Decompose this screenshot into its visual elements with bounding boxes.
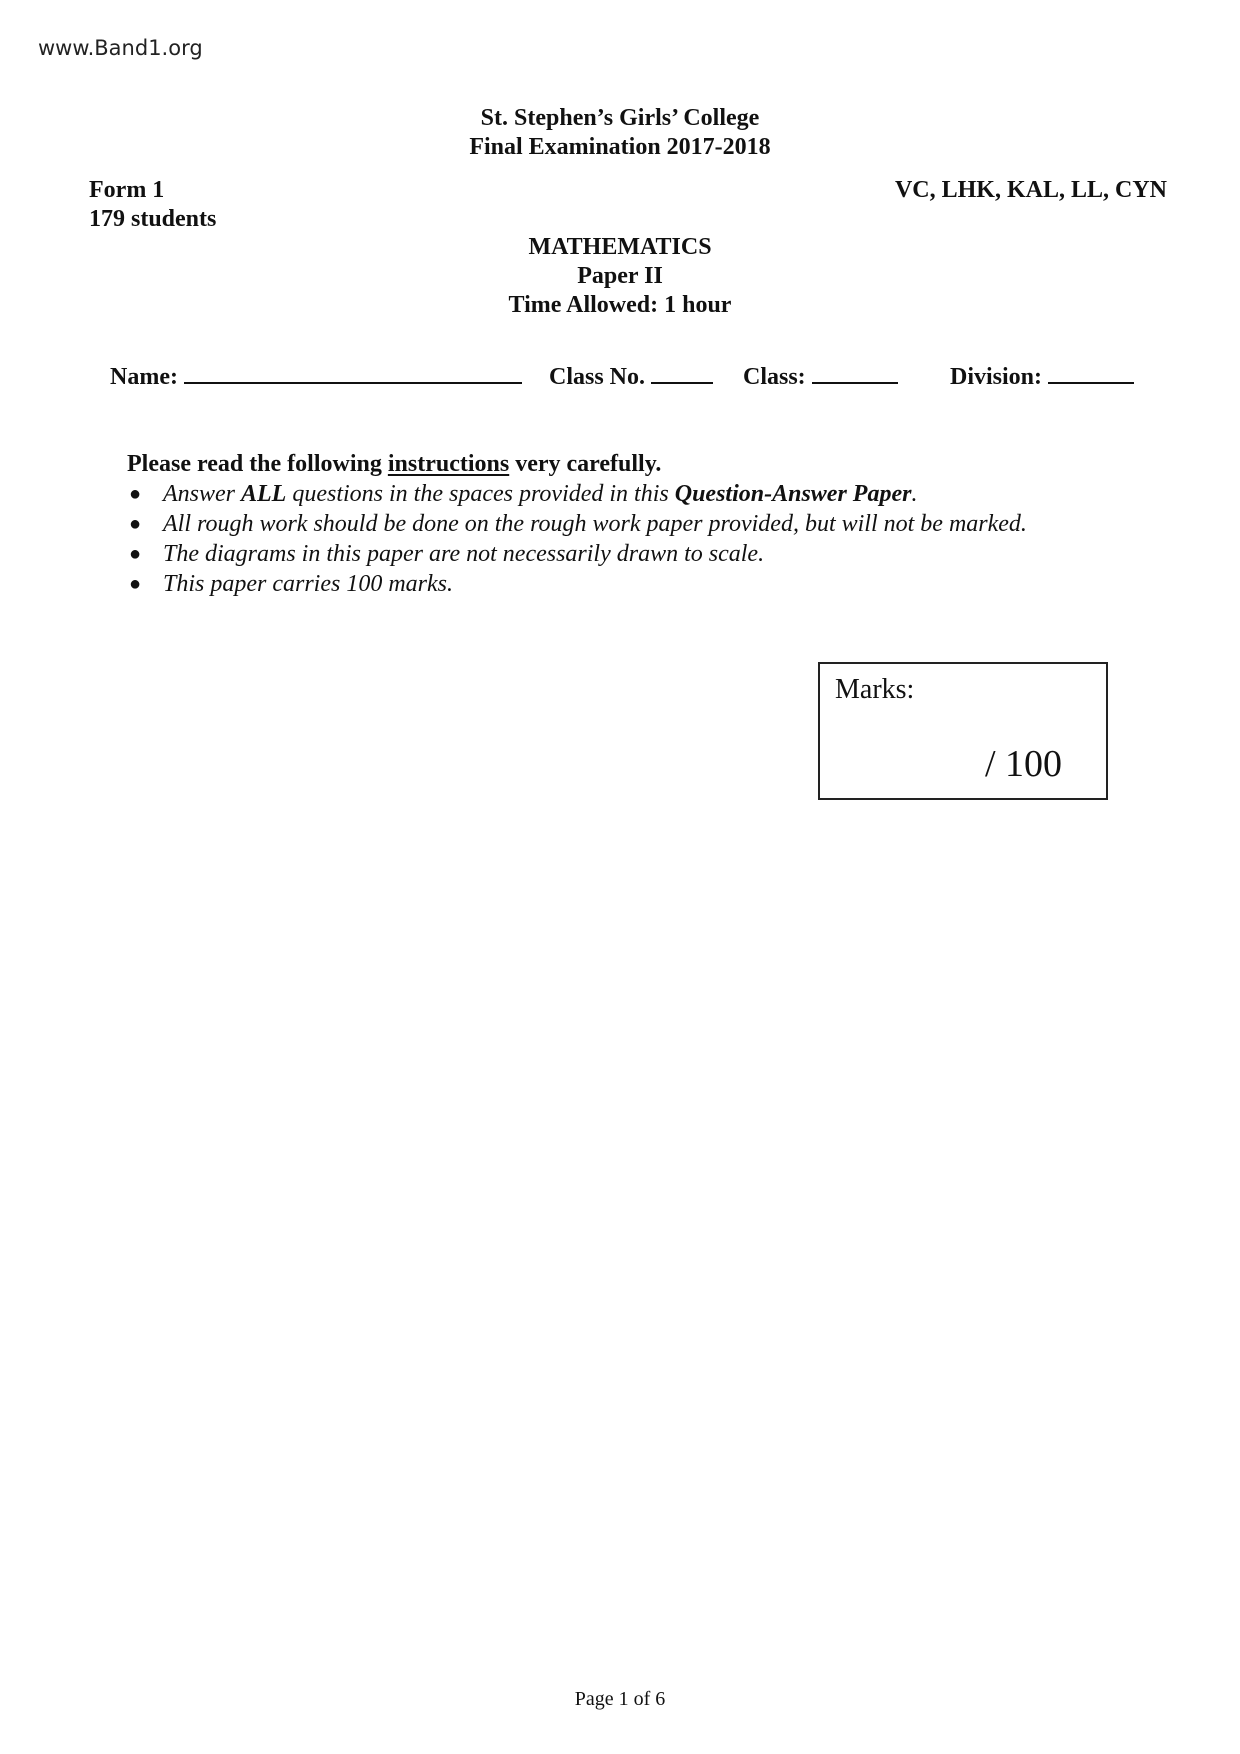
instruction-text: This paper carries 100 marks. bbox=[163, 571, 454, 597]
exam-title: Final Examination 2017-2018 bbox=[469, 134, 771, 160]
form-level: Form 1 bbox=[89, 177, 165, 203]
instruction-item bbox=[127, 539, 1027, 569]
instructions-heading-post: very carefully. bbox=[509, 451, 662, 477]
instruction-text: Answer bbox=[163, 481, 241, 507]
name-blank[interactable] bbox=[184, 362, 522, 384]
instruction-text: All rough work should be done on the rough work paper provided, but will not be marked. bbox=[163, 511, 1027, 537]
instruction-item bbox=[127, 479, 1027, 509]
class-blank[interactable] bbox=[812, 362, 898, 384]
class-no-label: Class No. bbox=[549, 364, 646, 390]
marks-total: / 100 bbox=[984, 743, 1062, 785]
class-no-blank[interactable] bbox=[651, 362, 713, 384]
marks-label: Marks: bbox=[835, 674, 915, 705]
instruction-text: questions in the spaces provided in this bbox=[286, 481, 675, 507]
school-name: St. Stephen’s Girls’ College bbox=[480, 105, 760, 131]
time-allowed: Time Allowed: 1 hour bbox=[508, 292, 732, 318]
instruction-text: The diagrams in this paper are not necessarily drawn to scale. bbox=[163, 541, 765, 567]
subject-name: MATHEMATICS bbox=[528, 234, 712, 260]
class-no-field[interactable] bbox=[549, 362, 713, 391]
bullet-icon: ● bbox=[129, 483, 142, 505]
student-count: 179 students bbox=[89, 206, 217, 232]
instruction-item bbox=[127, 509, 1027, 539]
division-blank[interactable] bbox=[1048, 362, 1134, 384]
subject-block bbox=[0, 233, 1240, 320]
page-number: Page 1 of 6 bbox=[574, 1688, 666, 1710]
name-label: Name: bbox=[110, 364, 178, 390]
division-label: Division: bbox=[950, 364, 1043, 390]
name-field[interactable] bbox=[110, 362, 522, 391]
title-block bbox=[0, 104, 1240, 162]
instruction-emphasis: Question-Answer Paper bbox=[674, 481, 912, 507]
bullet-icon: ● bbox=[129, 573, 142, 595]
bullet-icon: ● bbox=[129, 513, 142, 535]
paper-number: Paper II bbox=[577, 263, 663, 289]
class-label: Class: bbox=[743, 364, 806, 390]
marks-box bbox=[818, 662, 1108, 800]
bullet-icon: ● bbox=[129, 543, 142, 565]
watermark-url: www.Band1.org bbox=[38, 36, 203, 60]
teacher-initials: VC, LHK, KAL, LL, CYN bbox=[894, 177, 1167, 203]
instructions bbox=[127, 449, 1027, 599]
instructions-heading-pre: Please read the following bbox=[127, 451, 388, 477]
class-field[interactable] bbox=[743, 362, 898, 391]
instructions-heading-keyword: instructions bbox=[387, 451, 510, 477]
instruction-item bbox=[127, 569, 1027, 599]
instruction-text: . bbox=[911, 481, 918, 507]
instructions-list bbox=[127, 479, 1027, 599]
form-info bbox=[89, 176, 216, 234]
division-field[interactable] bbox=[950, 362, 1134, 391]
instructions-heading bbox=[127, 449, 1027, 479]
instruction-emphasis: ALL bbox=[241, 481, 287, 507]
